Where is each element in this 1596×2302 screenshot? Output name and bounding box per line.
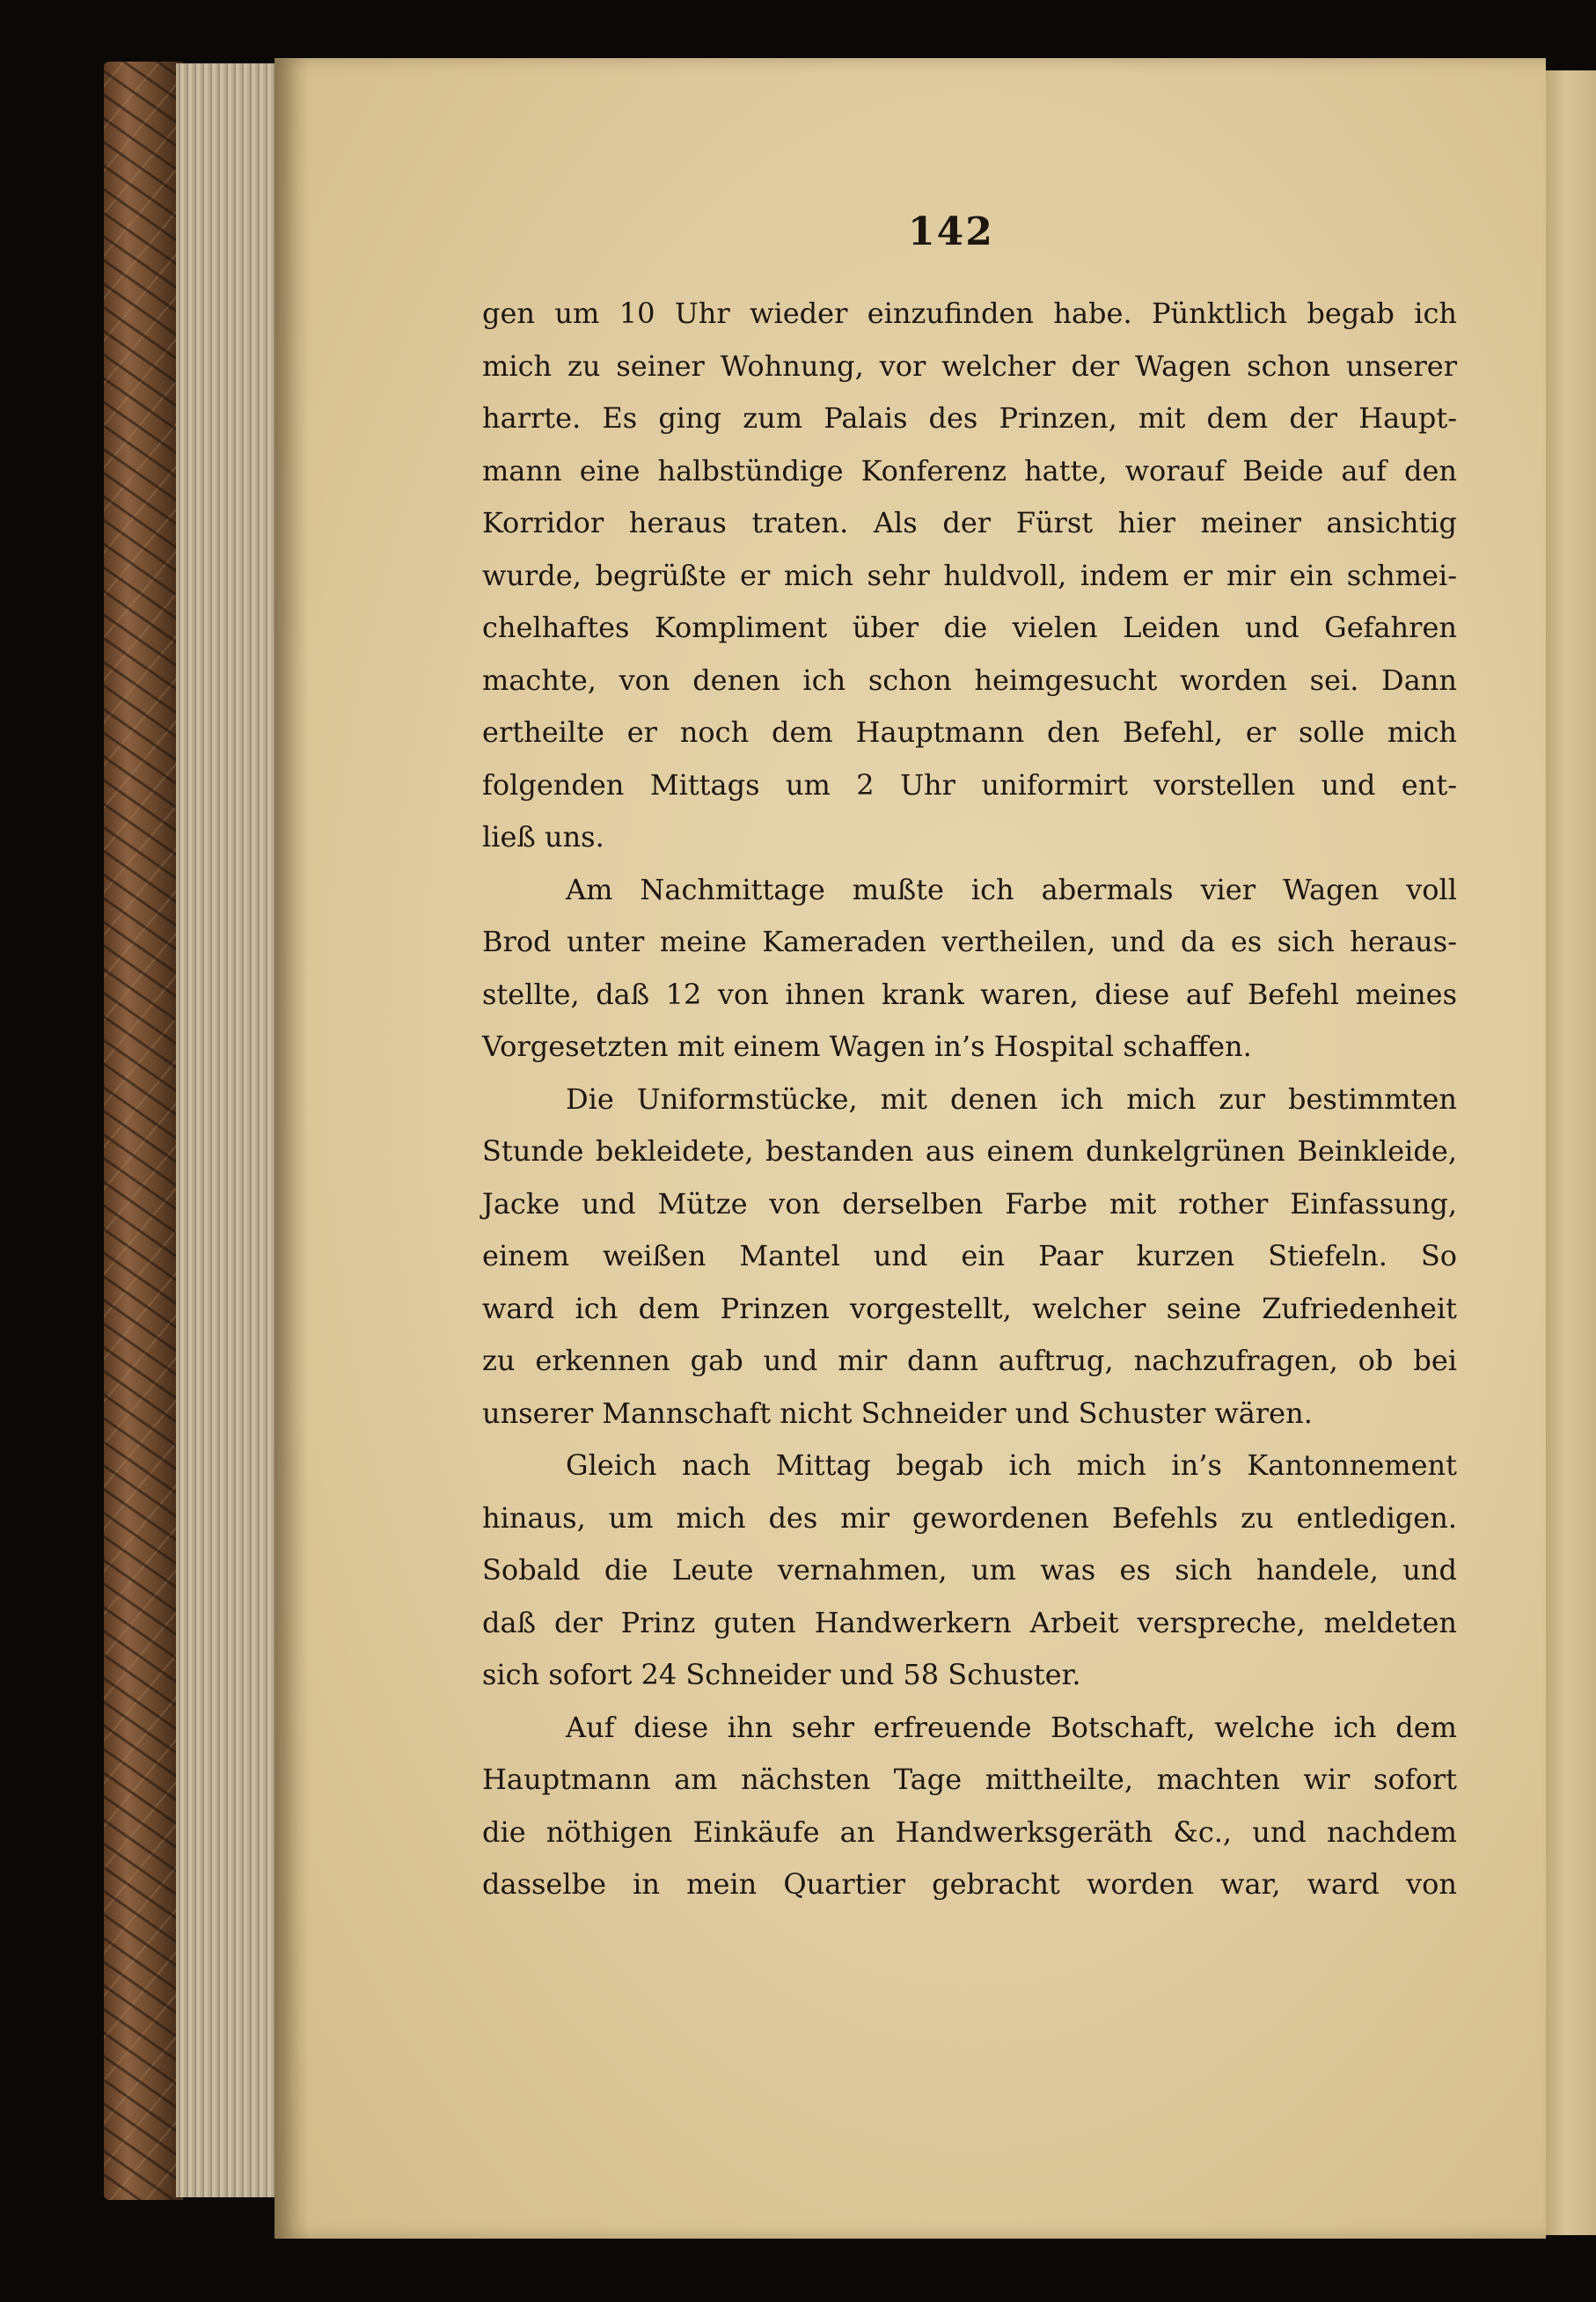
book-cover-spine [104,62,183,2200]
marbled-cover-texture [104,62,183,2200]
text-line: Stunde bekleidete, bestanden aus einem dunkelgrünen Beinkleide, [482,1134,1457,1168]
text-line: stellte, daß 12 von ihnen krank waren, diese auf Befehl meines [482,977,1457,1011]
text-line: ließ uns. [482,820,604,854]
text-line: Korridor heraus traten. Als der Fürst hier meiner ansichtig [482,506,1457,539]
text-line: Jacke und Mütze von derselben Farbe mit rother Einfassung, [482,1186,1457,1221]
text-line: ertheilte er noch dem Hauptmann den Befehl, er solle mich [482,715,1457,749]
text-line: daß der Prinz guten Handwerkern Arbeit verspreche, meldeten [482,1605,1457,1639]
text-line: gen um 10 Uhr wieder einzufinden habe. Pünktlich begab ich [482,297,1457,330]
text-line: mann eine halbstündige Konferenz hatte, worauf Beide auf den [482,453,1457,488]
text-line: wurde, begrüßte er mich sehr huldvoll, indem er mir ein schmei- [482,558,1457,592]
text-line: Vorgesetzten mit einem Wagen in’s Hospital schaffen. [482,1030,1252,1063]
text-line: einem weißen Mantel und ein Paar kurzen Stiefeln. So [482,1239,1457,1272]
text-line: harrte. Es ging zum Palais des Prinzen, mit dem der Haupt- [482,401,1457,435]
text-line: Sobald die Leute vernahmen, um was es sich handele, und [482,1553,1457,1587]
text-line: mich zu seiner Wohnung, vor welcher der Wagen schon unserer [482,348,1457,383]
page-edges [176,63,282,2197]
text-line: folgenden Mittags um 2 Uhr uniformirt vorstellen und ent- [482,767,1457,802]
text-line: Am Nachmittage mußte ich abermals vier Wagen voll [566,872,1457,906]
page-number: 142 [908,209,994,254]
text-line: Brod unter meine Kameraden vertheilen, und da es sich heraus- [482,925,1457,958]
text-line: Die Uniformstücke, mit denen ich mich zur bestimmten [566,1081,1457,1116]
text-line: ward ich dem Prinzen vorgestellt, welcher seine Zufriedenheit [482,1291,1457,1325]
facing-page-edge [1546,70,1596,2235]
gutter-shadow [275,58,310,2239]
text-line: unserer Mannschaft nicht Schneider und Schuster wären. [482,1396,1313,1430]
text-line: Auf diese ihn sehr erfreuende Botschaft, welche ich dem [566,1710,1457,1744]
text-line: die nöthigen Einkäufe an Handwerksgeräth &c., und nachdem [482,1814,1457,1849]
text-line: Gleich nach Mittag begab ich mich in’s Kantonnement [566,1448,1457,1482]
text-line: dasselbe in mein Quartier gebracht worden war, ward von [482,1867,1457,1901]
text-line: chelhaftes Kompliment über die vielen Leiden und Gefahren [482,611,1457,644]
body-text [482,288,1457,1911]
text-line: hinaus, um mich des mir gewordenen Befehls zu entledigen. [482,1500,1457,1535]
text-line: Hauptmann am nächsten Tage mittheilte, machten wir sofort [482,1763,1457,1796]
text-line: zu erkennen gab und mir dann auftrug, nachzufragen, ob bei [482,1344,1457,1377]
text-line: sich sofort 24 Schneider und 58 Schuster. [482,1658,1081,1691]
text-line: machte, von denen ich schon heimgesucht worden sei. Dann [482,663,1457,697]
